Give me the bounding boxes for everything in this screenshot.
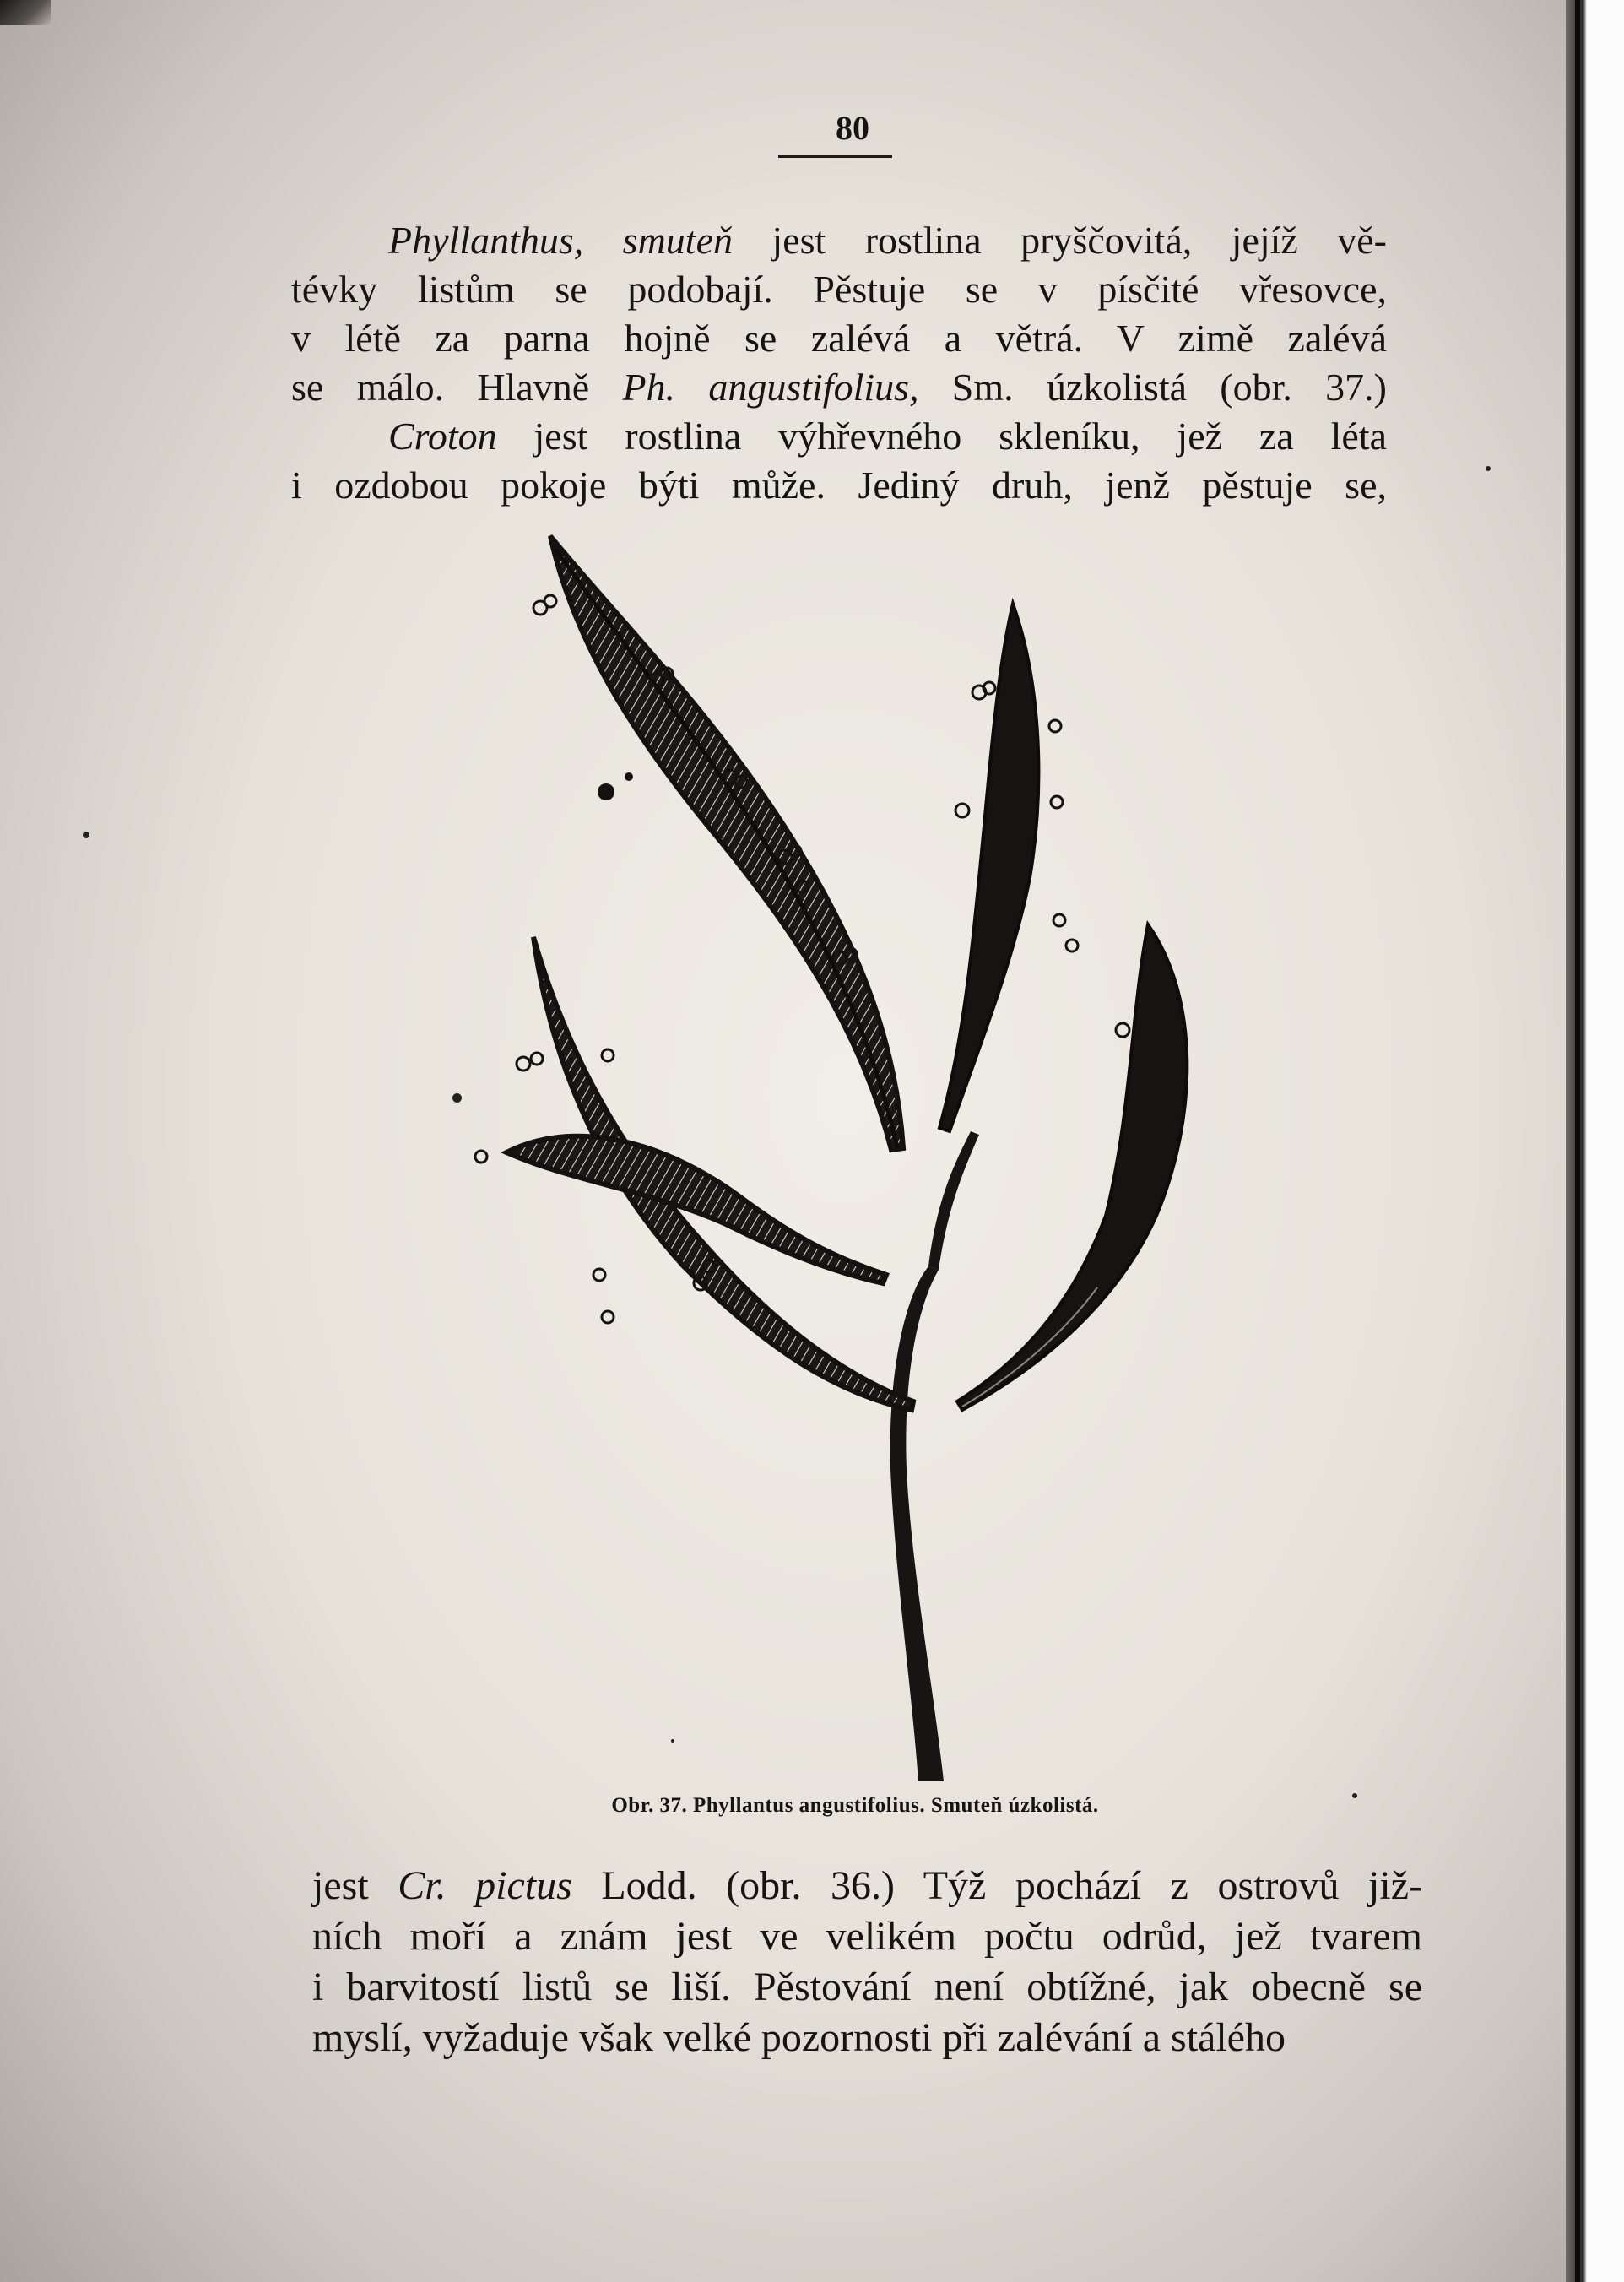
text-run: , Sm. úzkolistá (obr. 37.) <box>909 366 1387 409</box>
text-run: Lodd. (obr. 36.) Týž pochází z ostrovů již- <box>571 1863 1423 1908</box>
binding-edge-line <box>1575 0 1580 2282</box>
text-line: myslí, vyžaduje však velké pozornosti při zalévání a stálého <box>312 2015 1286 2060</box>
plant-illustration-icon <box>456 523 1215 1790</box>
text-line: ních moří a znám jest ve velikém počtu odrůd, jež tvarem <box>312 1914 1422 1959</box>
text-line <box>291 216 1387 265</box>
scan-corner-shadow <box>0 0 51 25</box>
text-line <box>291 363 1387 412</box>
figure-caption: Obr. 37. Phyllantus angustifolius. Smuteň úzkolistá. <box>611 1794 1099 1817</box>
text-line: i barvitostí listů se liší. Pěstování není obtížné, jak obecně se <box>312 1965 1422 2009</box>
text-run: jest rostlina výhřevného skleníku, jež za léta <box>496 415 1387 458</box>
text-run: se málo. Hlavně <box>291 366 623 409</box>
text-line: v létě za parna hojně se zalévá a větrá. V zimě zalévá <box>291 317 1387 360</box>
species-name: Cr. pictus <box>398 1863 572 1908</box>
text-line: tévky listům se podobají. Pěstuje se v písčité vřesovce, <box>291 268 1387 311</box>
scan-speck <box>83 832 89 838</box>
genus-name: Croton <box>388 415 497 458</box>
page-number-rule <box>778 155 892 158</box>
page-number: 80 <box>836 109 869 147</box>
scan-speck <box>1486 466 1491 471</box>
scan-speck <box>452 1093 462 1103</box>
species-name: Ph. angustifolius <box>622 366 910 409</box>
top-paragraphs <box>291 216 1387 510</box>
bottom-paragraph <box>312 1861 1422 2063</box>
text-run: jest rostlina pryščovitá, jejíž vě- <box>733 219 1387 262</box>
text-line <box>312 1861 1422 1911</box>
species-name: Phyllanthus, smuteň <box>388 219 733 262</box>
scan-speck <box>671 1739 674 1743</box>
scan-speck <box>1352 1793 1357 1798</box>
text-line: i ozdobou pokoje býti může. Jediný druh, jenž pěstuje se, <box>291 463 1387 507</box>
text-run: jest <box>312 1863 398 1908</box>
text-line <box>291 412 1387 461</box>
